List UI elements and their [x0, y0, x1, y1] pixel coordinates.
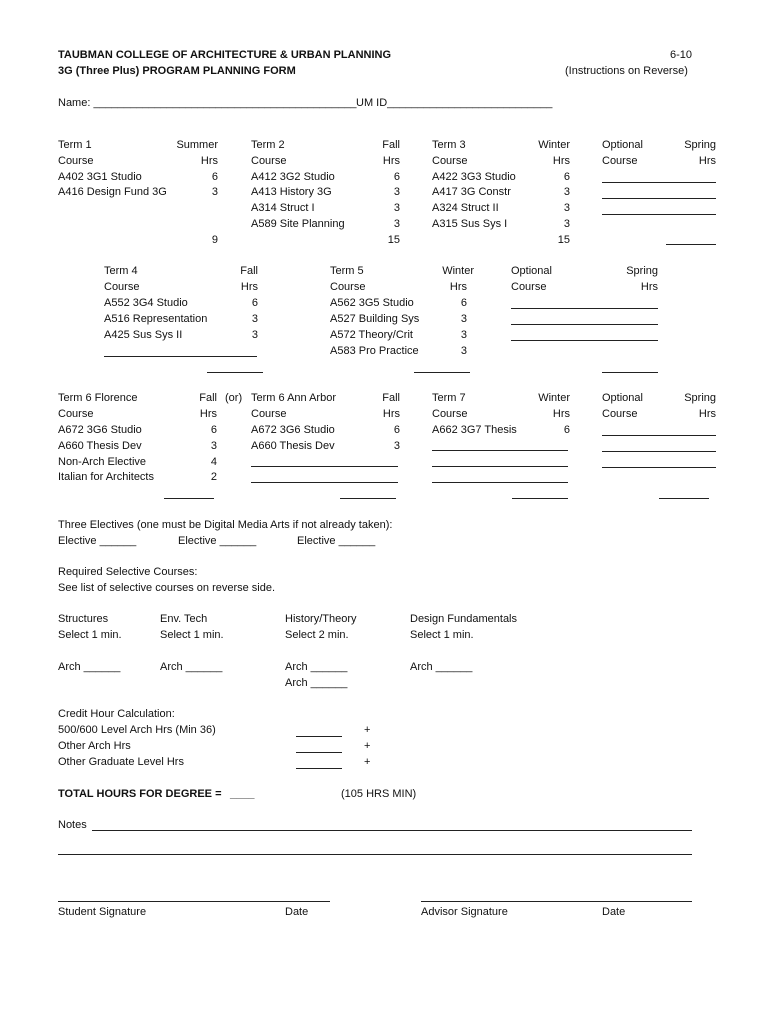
optional-title: Optional — [602, 392, 643, 404]
credit-value-line[interactable] — [296, 752, 342, 753]
hrs-header: Hrs — [382, 155, 400, 167]
design-arch-field[interactable]: Arch ______ — [410, 661, 473, 673]
term-total-line[interactable] — [512, 498, 568, 499]
optional-course-line[interactable] — [602, 467, 716, 468]
course-hours: 3 — [393, 202, 400, 214]
course-name: A315 Sus Sys I — [432, 218, 508, 230]
college-title: TAUBMAN COLLEGE OF ARCHITECTURE & URBAN PLANNING — [58, 49, 392, 61]
term-season: Fall — [382, 139, 400, 151]
advisor-signature-label: Advisor Signature — [421, 906, 508, 918]
course-name: A402 3G1 Studio — [58, 171, 142, 183]
term-title: Term 6 Ann Arbor — [251, 392, 336, 404]
course-header: Course — [251, 408, 287, 420]
optional-title: Optional — [511, 265, 552, 277]
structures-title: Structures — [58, 613, 109, 625]
credit-heading: Credit Hour Calculation: — [58, 708, 175, 720]
term-title: Term 4 — [104, 265, 138, 277]
course-name: A417 3G Constr — [432, 186, 511, 198]
course-hours: 3 — [460, 329, 467, 341]
history-title: History/Theory — [285, 613, 357, 625]
notes-line[interactable] — [58, 854, 692, 855]
optional-total-line[interactable] — [659, 498, 709, 499]
course-name: Italian for Architects — [58, 471, 154, 483]
course-name: Non-Arch Elective — [58, 456, 147, 468]
course-name: A314 Struct I — [251, 202, 315, 214]
total-hours-field[interactable]: ____ — [230, 788, 255, 800]
hrs-header: Hrs — [552, 408, 570, 420]
optional-total-line[interactable] — [602, 372, 658, 373]
optional-season: Spring — [626, 265, 658, 277]
extra-course-line[interactable] — [432, 450, 568, 451]
credit-value-line[interactable] — [296, 768, 342, 769]
term-season: Fall — [240, 265, 258, 277]
course-hours: 3 — [393, 440, 400, 452]
course-hours: 3 — [251, 329, 258, 341]
credit-row-label: Other Graduate Level Hrs — [58, 756, 184, 768]
total-hours-label: TOTAL HOURS FOR DEGREE = — [58, 788, 222, 800]
optional-course-line[interactable] — [602, 214, 716, 215]
course-name: A422 3G3 Studio — [432, 171, 516, 183]
or-label: (or) — [225, 392, 243, 404]
course-name: A660 Thesis Dev — [251, 440, 335, 452]
optional-course-line[interactable] — [511, 308, 658, 309]
course-header: Course — [432, 408, 468, 420]
course-name: A552 3G4 Studio — [104, 297, 188, 309]
course-hours: 3 — [251, 313, 258, 325]
optional-course-line[interactable] — [602, 435, 716, 436]
hrs-header: Hrs — [200, 155, 218, 167]
optional-season: Spring — [684, 139, 716, 151]
plus-sign: + — [364, 756, 371, 768]
history-rule: Select 2 min. — [285, 629, 349, 641]
umid-field[interactable]: UM ID___________________________ — [356, 97, 553, 109]
selectives-heading: Required Selective Courses: — [58, 566, 198, 578]
term-total: 15 — [557, 234, 570, 246]
course-name: A527 Building Sys — [330, 313, 420, 325]
term-title: Term 6 Florence — [58, 392, 138, 404]
optional-course-line[interactable] — [602, 198, 716, 199]
course-hours: 4 — [210, 456, 217, 468]
term-season: Winter — [442, 265, 474, 277]
course-hours: 6 — [210, 424, 217, 436]
selectives-subheading: See list of selective courses on reverse side. — [58, 582, 276, 594]
course-hours: 3 — [460, 313, 467, 325]
extra-course-line[interactable] — [104, 356, 257, 357]
elective-field[interactable]: Elective ______ — [297, 535, 376, 547]
student-date-label: Date — [285, 906, 309, 918]
term-total: 15 — [387, 234, 400, 246]
term-total-line[interactable] — [414, 372, 470, 373]
envtech-title: Env. Tech — [160, 613, 208, 625]
hrs-header: Hrs — [698, 155, 716, 167]
course-name: A416 Design Fund 3G — [58, 186, 167, 198]
course-hours: 3 — [563, 218, 570, 230]
course-hours: 3 — [210, 440, 217, 452]
hrs-header: Hrs — [240, 281, 258, 293]
hrs-header: Hrs — [199, 408, 217, 420]
form-code: 6-10 — [670, 49, 693, 61]
term-total-line[interactable] — [340, 498, 396, 499]
credit-row-label: 500/600 Level Arch Hrs (Min 36) — [58, 724, 216, 736]
term-total-line[interactable] — [207, 372, 263, 373]
envtech-arch-field[interactable]: Arch ______ — [160, 661, 223, 673]
course-header: Course — [58, 408, 94, 420]
course-header: Course — [511, 281, 547, 293]
hrs-header: Hrs — [552, 155, 570, 167]
term-season: Summer — [176, 139, 218, 151]
course-header: Course — [432, 155, 468, 167]
plus-sign: + — [364, 740, 371, 752]
envtech-rule: Select 1 min. — [160, 629, 224, 641]
term-season: Winter — [538, 392, 570, 404]
plus-sign: + — [364, 724, 371, 736]
hrs-header: Hrs — [449, 281, 467, 293]
course-name: A589 Site Planning — [251, 218, 345, 230]
course-header: Course — [602, 155, 638, 167]
extra-course-line[interactable] — [432, 466, 568, 467]
extra-course-line[interactable] — [251, 482, 398, 483]
course-hours: 3 — [211, 186, 218, 198]
hrs-header: Hrs — [382, 408, 400, 420]
course-header: Course — [104, 281, 140, 293]
optional-course-line[interactable] — [511, 340, 658, 341]
notes-label: Notes — [58, 819, 87, 831]
term-total-line[interactable] — [164, 498, 214, 499]
course-hours: 6 — [563, 424, 570, 436]
course-name: A572 Theory/Crit — [330, 329, 413, 341]
design-rule: Select 1 min. — [410, 629, 474, 641]
extra-course-line[interactable] — [432, 482, 568, 483]
course-name: A562 3G5 Studio — [330, 297, 414, 309]
optional-course-line[interactable] — [602, 182, 716, 183]
term-title: Term 5 — [330, 265, 364, 277]
extra-course-line[interactable] — [251, 466, 398, 467]
course-header: Course — [330, 281, 366, 293]
course-hours: 6 — [393, 171, 400, 183]
course-hours: 6 — [251, 297, 258, 309]
form-title: 3G (Three Plus) PROGRAM PLANNING FORM — [58, 65, 296, 77]
hrs-header: Hrs — [640, 281, 658, 293]
course-name: A516 Representation — [104, 313, 208, 325]
student-signature-line[interactable] — [58, 901, 330, 902]
course-hours: 3 — [393, 218, 400, 230]
min-hours-note: (105 HRS MIN) — [341, 788, 417, 800]
course-hours: 6 — [460, 297, 467, 309]
course-header: Course — [602, 408, 638, 420]
structures-rule: Select 1 min. — [58, 629, 122, 641]
course-header: Course — [58, 155, 94, 167]
course-hours: 3 — [460, 345, 467, 357]
course-hours: 6 — [393, 424, 400, 436]
course-name: A412 3G2 Studio — [251, 171, 335, 183]
history-arch-field[interactable]: Arch ______ — [285, 661, 348, 673]
advisor-date-label: Date — [602, 906, 626, 918]
history-arch-field[interactable]: Arch ______ — [285, 677, 348, 689]
term-season: Fall — [199, 392, 217, 404]
course-hours: 3 — [563, 202, 570, 214]
term-title: Term 7 — [432, 392, 466, 404]
course-header: Course — [251, 155, 287, 167]
optional-course-line[interactable] — [511, 324, 658, 325]
course-hours: 2 — [210, 471, 217, 483]
course-hours: 6 — [563, 171, 570, 183]
course-hours: 6 — [211, 171, 218, 183]
credit-row-label: Other Arch Hrs — [58, 740, 131, 752]
electives-heading: Three Electives (one must be Digital Media Arts if not already taken): — [58, 519, 393, 531]
advisor-signature-line[interactable] — [421, 901, 692, 902]
course-name: A672 3G6 Studio — [58, 424, 142, 436]
optional-title: Optional — [602, 139, 643, 151]
elective-field[interactable]: Elective ______ — [178, 535, 257, 547]
course-name: A413 History 3G — [251, 186, 332, 198]
term-title: Term 3 — [432, 139, 466, 151]
term-title: Term 2 — [251, 139, 285, 151]
course-hours: 3 — [393, 186, 400, 198]
course-name: A583 Pro Practice — [330, 345, 419, 357]
credit-value-line[interactable] — [296, 736, 342, 737]
student-signature-label: Student Signature — [58, 906, 147, 918]
term-total: 9 — [211, 234, 218, 246]
course-name: A672 3G6 Studio — [251, 424, 335, 436]
course-name: A660 Thesis Dev — [58, 440, 142, 452]
optional-total-line[interactable] — [666, 244, 716, 245]
instructions-note: (Instructions on Reverse) — [565, 65, 688, 77]
course-name: A324 Struct II — [432, 202, 499, 214]
term-season: Winter — [538, 139, 570, 151]
hrs-header: Hrs — [698, 408, 716, 420]
optional-season: Spring — [684, 392, 716, 404]
notes-line[interactable] — [92, 830, 692, 831]
design-title: Design Fundamentals — [410, 613, 518, 625]
term-season: Fall — [382, 392, 400, 404]
term-title: Term 1 — [58, 139, 92, 151]
name-field[interactable]: Name: ___________________________________________ — [58, 97, 357, 109]
structures-arch-field[interactable]: Arch ______ — [58, 661, 121, 673]
course-name: A662 3G7 Thesis — [432, 424, 517, 436]
optional-course-line[interactable] — [602, 451, 716, 452]
course-hours: 3 — [563, 186, 570, 198]
elective-field[interactable]: Elective ______ — [58, 535, 137, 547]
course-name: A425 Sus Sys II — [104, 329, 183, 341]
